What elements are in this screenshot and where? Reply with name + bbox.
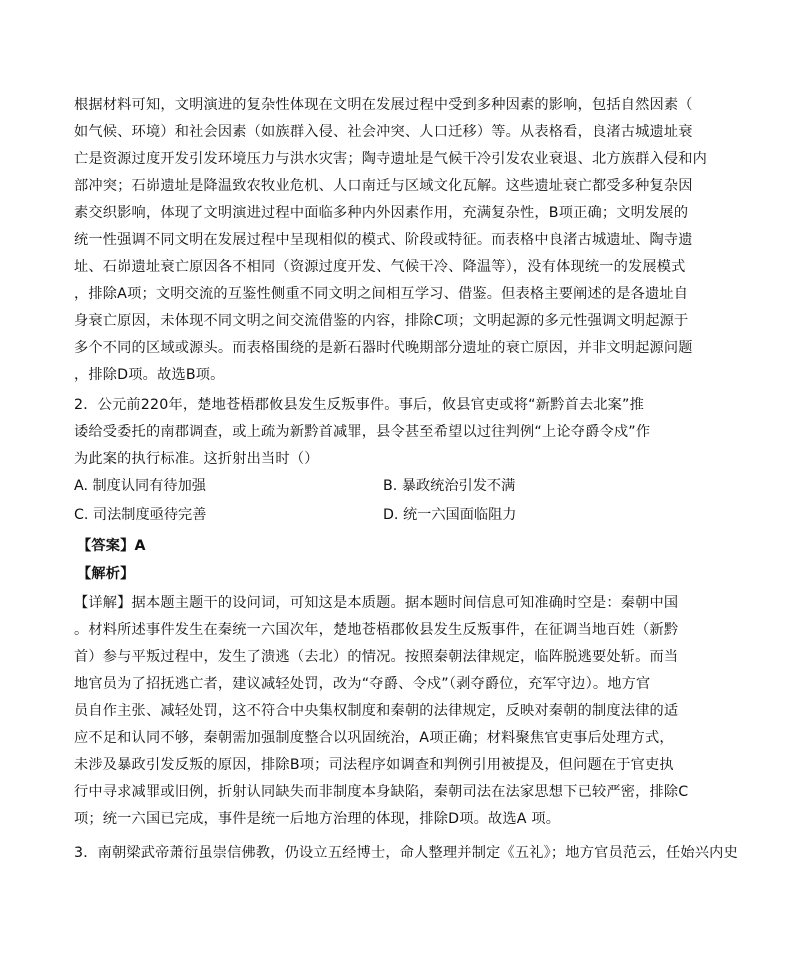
question2-stem-line-3: 为此案的执行标准。这折射出当时（）: [74, 451, 319, 467]
analysis2-line-3: 首）参与平叛过程中，发生了溃逃（去北）的情况。按照秦朝法律规定，临阵脱逃要处斩。而当: [74, 649, 679, 665]
question3-stem-line-1: 3．南朝梁武帝萧衍虽崇信佛教，仍设立五经博士，命人整理并制定《五礼》；地方官员范云，任始兴内史: [74, 845, 738, 861]
analysis1-line-4: 部冲突；石峁遗址是降温致农牧业危机、人口南迁与区域文化瓦解。这些遗址衰亡都受多种复杂因: [74, 178, 693, 194]
analysis1-line-8: ，排除A项；文明交流的互鉴性侧重不同文明之间相互学习、借鉴。但表格主要阐述的是各遗址自: [74, 286, 689, 302]
analysis2-line-8: 行中寻求减罪或旧例，折射认同缺失而非制度本身缺陷，秦朝司法在法家思想下已较严密，排除C: [74, 784, 689, 800]
analysis1-line-1: 根据材料可知，文明演进的复杂性体现在文明在发展过程中受到多种因素的影响，包括自然因素（: [74, 97, 693, 113]
question2-option-d: D. 统一六国面临阻力: [383, 507, 517, 523]
analysis1-line-6: 统一性强调不同文明在发展过程中呈现相似的模式、阶段或特征。而表格中良渚古城遗址、陶寺遗: [74, 232, 693, 248]
analysis1-line-7: 址、石峁遗址衰亡原因各不相同（资源过度开发、气候干冷、降温等），没有体现统一的发展模式: [74, 259, 686, 275]
analysis1-line-10: 多个不同的区域或源头。而表格围绕的是新石器时代晚期部分遗址的衰亡原因，并非文明起源问题: [74, 340, 693, 356]
analysis2-line-7: 未涉及暴政引发反叛的原因，排除B项；司法程序如调查和判例引用被提及，但问题在于官吏执: [74, 757, 674, 773]
analysis1-line-11: ，排除D项。故选B项。: [74, 367, 225, 383]
question2-analysis-heading: 【解析】: [77, 566, 135, 582]
analysis1-line-9: 身衰亡原因，未体现不同文明之间交流借鉴的内容，排除C项；文明起源的多元性强调文明起源于: [74, 313, 689, 329]
analysis2-line-6: 应不足和认同不够，秦朝需加强制度整合以巩固统治，A项正确；材料聚焦官吏事后处理方式，: [74, 730, 674, 746]
analysis2-line-4: 地官员为了招抚逃亡者，建议减轻处罚，改为“夺爵、令戍”（剥夺爵位，充军守边）。地方官: [74, 676, 651, 692]
question2-option-c: C. 司法制度亟待完善: [74, 507, 207, 523]
analysis2-line-2: 。材料所述事件发生在秦统一六国次年，楚地苍梧郡攸县发生反叛事件，在征调当地百姓（新黔: [74, 622, 679, 638]
question2-option-a: A. 制度认同有待加强: [74, 478, 206, 494]
analysis2-line-9: 项；统一六国已完成，事件是统一后地方治理的体现，排除D项。故选A 项。: [74, 811, 561, 827]
analysis2-line-5: 员自作主张、减轻处罚，这不符合中央集权制度和秦朝的法律规定，反映对秦朝的制度法律的适: [74, 703, 679, 719]
question2-option-b: B. 暴政统治引发不满: [383, 478, 516, 494]
question2-stem-line-1: 2．公元前220年，楚地苍梧郡攸县发生反叛事件。事后，攸县官吏或将“新黔首去北案”推: [74, 397, 644, 413]
analysis2-line-1: 【详解】据本题主题干的设问词，可知这是本质题。据本题时间信息可知准确时空是：秦朝中国: [74, 595, 679, 611]
question2-stem-line-2: 诿给受委托的南郡调查，或上疏为新黔首减罪，县令甚至希望以过往判例“上论夺爵令戍”作: [74, 424, 651, 440]
analysis1-line-3: 亡是资源过度开发引发环境压力与洪水灾害；陶寺遗址是气候干冷引发农业衰退、北方族群入侵和内: [74, 151, 708, 167]
question2-answer: 【答案】A: [77, 538, 146, 554]
analysis1-line-2: 如气候、环境）和社会因素（如族群入侵、社会冲突、人口迁移）等。从表格看，良渚古城遗址衰: [74, 124, 693, 140]
analysis1-line-5: 素交织影响，体现了文明演进过程中面临多种内外因素作用，充满复杂性，B项正确；文明发展的: [74, 205, 689, 221]
